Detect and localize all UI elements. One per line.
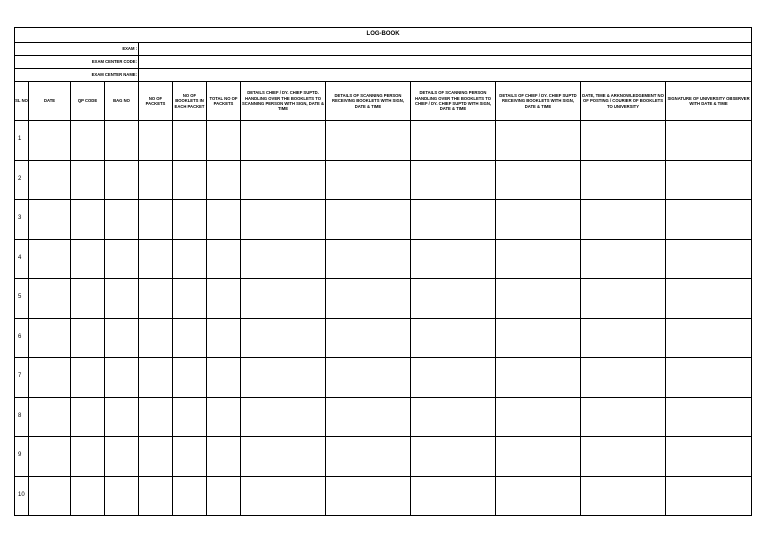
table-cell[interactable] <box>496 239 581 279</box>
table-cell[interactable] <box>496 476 581 516</box>
table-cell[interactable] <box>326 358 411 398</box>
table-cell[interactable] <box>666 279 752 319</box>
table-cell[interactable] <box>105 318 139 358</box>
table-cell[interactable] <box>207 318 241 358</box>
table-cell[interactable] <box>207 239 241 279</box>
table-cell[interactable] <box>666 318 752 358</box>
table-cell[interactable] <box>666 437 752 477</box>
table-cell[interactable] <box>581 397 666 437</box>
table-cell[interactable] <box>496 200 581 240</box>
table-cell[interactable] <box>139 358 173 398</box>
table-cell[interactable] <box>29 160 71 200</box>
table-cell[interactable] <box>496 358 581 398</box>
col-posting-details-header: DATE, TIME & ARKNOWLEDGEMENT NO OF POSTING / COURIER OF BOOKLETS TO UNIVERSITY <box>581 82 666 121</box>
table-cell[interactable] <box>241 437 326 477</box>
col-total-packets-header: TOTAL NO OF PACKETS <box>207 82 241 121</box>
row-number: 8 <box>15 397 29 437</box>
table-cell[interactable] <box>411 358 496 398</box>
col-chief-receiving-header: DETAILS OF CHIEF / DY. CHIEF SUPTD RECEIVING BOOKLETS WITH SIGN, DATE & TIME <box>496 82 581 121</box>
table-row <box>15 318 752 358</box>
table-cell[interactable] <box>139 239 173 279</box>
table-row <box>15 160 752 200</box>
table-row <box>15 279 752 319</box>
row-number: 3 <box>15 200 29 240</box>
col-no-of-packets-header: NO OF PACKETS <box>139 82 173 121</box>
table-cell[interactable] <box>105 358 139 398</box>
table-cell[interactable] <box>411 200 496 240</box>
exam-center-code-field[interactable] <box>139 56 752 69</box>
table-cell[interactable] <box>581 239 666 279</box>
table-cell[interactable] <box>105 121 139 161</box>
table-cell[interactable] <box>326 397 411 437</box>
table-cell[interactable] <box>411 160 496 200</box>
row-number: 2 <box>15 160 29 200</box>
column-header-row <box>15 82 752 121</box>
table-cell[interactable] <box>207 476 241 516</box>
table-cell[interactable] <box>207 437 241 477</box>
table-cell[interactable] <box>241 318 326 358</box>
table-row <box>15 200 752 240</box>
table-cell[interactable] <box>105 437 139 477</box>
row-number: 10 <box>15 476 29 516</box>
table-cell[interactable] <box>666 121 752 161</box>
table-cell[interactable] <box>326 239 411 279</box>
table-cell[interactable] <box>139 318 173 358</box>
table-cell[interactable] <box>241 239 326 279</box>
table-cell[interactable] <box>139 200 173 240</box>
table-cell[interactable] <box>29 476 71 516</box>
table-cell[interactable] <box>71 160 105 200</box>
exam-label: EXAM : <box>15 43 139 56</box>
exam-field[interactable] <box>139 43 752 56</box>
col-booklets-per-packet-header: NO OF BOOKLETS IN EACH PACKET <box>173 82 207 121</box>
table-row <box>15 121 752 161</box>
logbook-table <box>14 27 752 516</box>
table-cell[interactable] <box>581 279 666 319</box>
table-cell[interactable] <box>173 476 207 516</box>
table-cell[interactable] <box>411 121 496 161</box>
table-cell[interactable] <box>241 279 326 319</box>
table-cell[interactable] <box>29 121 71 161</box>
table-cell[interactable] <box>173 397 207 437</box>
table-cell[interactable] <box>105 160 139 200</box>
table-cell[interactable] <box>581 200 666 240</box>
table-cell[interactable] <box>326 318 411 358</box>
table-cell[interactable] <box>71 200 105 240</box>
table-cell[interactable] <box>139 121 173 161</box>
col-scanner-handover-header: DETAILS OF SCANNING PERSON HANDLING OVER THE BOOKLETS TO CHIEF / DY. CHIEF SUPTD WITH SIGN, DATE & TIME <box>411 82 496 121</box>
table-cell[interactable] <box>496 437 581 477</box>
row-number: 9 <box>15 437 29 477</box>
table-cell[interactable] <box>326 200 411 240</box>
table-cell[interactable] <box>71 476 105 516</box>
row-number: 5 <box>15 279 29 319</box>
table-cell[interactable] <box>411 318 496 358</box>
exam-center-name-field[interactable] <box>139 69 752 82</box>
table-cell[interactable] <box>241 121 326 161</box>
table-cell[interactable] <box>207 200 241 240</box>
table-cell[interactable] <box>241 160 326 200</box>
table-cell[interactable] <box>207 279 241 319</box>
exam-center-name-label: EXAM CENTER NAME: <box>15 69 139 82</box>
table-row <box>15 437 752 477</box>
exam-center-code-label: EXAM CENTER CODE: <box>15 56 139 69</box>
table-cell[interactable] <box>105 476 139 516</box>
table-cell[interactable] <box>29 200 71 240</box>
table-cell[interactable] <box>105 239 139 279</box>
row-number: 7 <box>15 358 29 398</box>
table-cell[interactable] <box>29 437 71 477</box>
col-sl-no-header: SL NO <box>15 82 29 121</box>
table-cell[interactable] <box>105 279 139 319</box>
table-cell[interactable] <box>326 279 411 319</box>
table-cell[interactable] <box>173 358 207 398</box>
table-cell[interactable] <box>105 200 139 240</box>
table-cell[interactable] <box>326 121 411 161</box>
col-qp-code-header: QP CODE <box>71 82 105 121</box>
table-cell[interactable] <box>581 121 666 161</box>
table-cell[interactable] <box>666 239 752 279</box>
table-cell[interactable] <box>666 397 752 437</box>
table-cell[interactable] <box>29 279 71 319</box>
table-cell[interactable] <box>326 476 411 516</box>
table-cell[interactable] <box>207 160 241 200</box>
col-bag-no-header: BAG NO <box>105 82 139 121</box>
table-cell[interactable] <box>207 121 241 161</box>
table-row <box>15 476 752 516</box>
table-cell[interactable] <box>581 160 666 200</box>
row-number: 1 <box>15 121 29 161</box>
table-cell[interactable] <box>666 160 752 200</box>
table-cell[interactable] <box>241 397 326 437</box>
table-cell[interactable] <box>496 279 581 319</box>
table-cell[interactable] <box>241 200 326 240</box>
table-cell[interactable] <box>666 476 752 516</box>
table-cell[interactable] <box>173 239 207 279</box>
table-cell[interactable] <box>666 358 752 398</box>
table-cell[interactable] <box>241 358 326 398</box>
table-cell[interactable] <box>666 200 752 240</box>
table-cell[interactable] <box>29 239 71 279</box>
table-cell[interactable] <box>581 318 666 358</box>
table-cell[interactable] <box>496 160 581 200</box>
row-number: 4 <box>15 239 29 279</box>
table-cell[interactable] <box>71 437 105 477</box>
table-cell[interactable] <box>496 397 581 437</box>
table-cell[interactable] <box>411 279 496 319</box>
page-title: LOG-BOOK <box>15 28 752 43</box>
table-cell[interactable] <box>411 397 496 437</box>
table-cell[interactable] <box>29 318 71 358</box>
table-cell[interactable] <box>411 476 496 516</box>
table-cell[interactable] <box>139 476 173 516</box>
logbook-sheet <box>14 27 751 518</box>
table-cell[interactable] <box>581 437 666 477</box>
table-cell[interactable] <box>139 437 173 477</box>
table-cell[interactable] <box>71 279 105 319</box>
table-cell[interactable] <box>105 397 139 437</box>
row-number: 6 <box>15 318 29 358</box>
col-chief-handover-header: DETAILS CHIEF / DY. CHIEF SUPTD. HANDLING OVER THE BOOKLETS TO SCANNING PERSON WITH SIGN, DATE & TIME <box>241 82 326 121</box>
table-cell[interactable] <box>581 476 666 516</box>
table-cell[interactable] <box>29 358 71 398</box>
table-cell[interactable] <box>71 121 105 161</box>
table-cell[interactable] <box>173 200 207 240</box>
col-scanner-receiving-header: DETAILS OF SCANNING PERSON RECEIVING BOOKLETS WITH SIGN, DATE & TIME <box>326 82 411 121</box>
table-row <box>15 397 752 437</box>
table-cell[interactable] <box>173 437 207 477</box>
col-observer-signature-header: SIGNATURE OF UNIVERSITY OBSERVER WITH DATE & TIME <box>666 82 752 121</box>
table-cell[interactable] <box>496 318 581 358</box>
table-cell[interactable] <box>71 239 105 279</box>
table-cell[interactable] <box>581 358 666 398</box>
table-cell[interactable] <box>71 318 105 358</box>
table-cell[interactable] <box>207 358 241 398</box>
table-cell[interactable] <box>326 437 411 477</box>
table-cell[interactable] <box>139 397 173 437</box>
table-cell[interactable] <box>173 279 207 319</box>
table-cell[interactable] <box>71 358 105 398</box>
col-date-header: DATE <box>29 82 71 121</box>
table-cell[interactable] <box>207 397 241 437</box>
table-cell[interactable] <box>173 121 207 161</box>
table-cell[interactable] <box>411 437 496 477</box>
table-cell[interactable] <box>326 160 411 200</box>
table-row <box>15 239 752 279</box>
table-cell[interactable] <box>71 397 105 437</box>
table-cell[interactable] <box>173 318 207 358</box>
table-row <box>15 358 752 398</box>
table-cell[interactable] <box>411 239 496 279</box>
table-cell[interactable] <box>241 476 326 516</box>
table-cell[interactable] <box>139 160 173 200</box>
table-cell[interactable] <box>29 397 71 437</box>
table-cell[interactable] <box>496 121 581 161</box>
table-cell[interactable] <box>173 160 207 200</box>
table-cell[interactable] <box>139 279 173 319</box>
